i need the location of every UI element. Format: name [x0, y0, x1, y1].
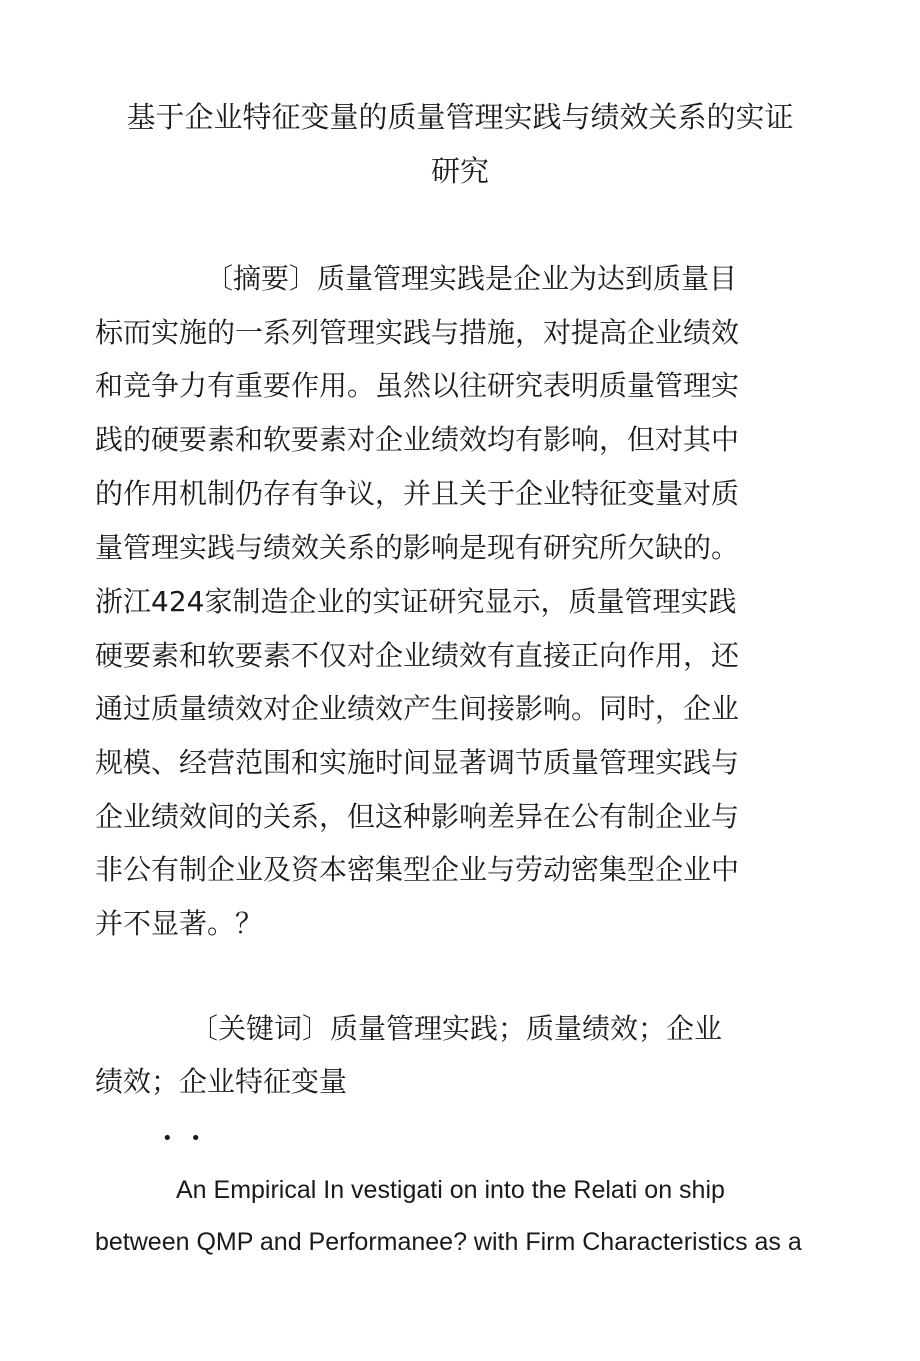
abstract-line: 量管理实践与绩效关系的影响是现有研究所欠缺的。	[95, 531, 740, 564]
abstract-line: 非公有制企业及资本密集型企业与劳动密集型企业中	[95, 853, 740, 886]
separator-dots: • •	[162, 1128, 207, 1149]
english-title-line-1: An Empirical In vestigati on into the Relati on ship	[176, 1176, 725, 1204]
abstract-line: 践的硬要素和软要素对企业绩效均有影响，但对其中	[95, 423, 740, 456]
abstract-line: 的作用机制仍存有争议，并且关于企业特征变量对质	[95, 477, 740, 510]
abstract-line: 和竞争力有重要作用。虽然以往研究表明质量管理实	[95, 369, 740, 402]
abstract-line: 硬要素和软要素不仅对企业绩效有直接正向作用，还	[95, 639, 740, 672]
abstract-line: 规模、经营范围和实施时间显著调节质量管理实践与	[95, 746, 740, 779]
title-line-2: 研究	[430, 154, 489, 188]
abstract-line: 通过质量绩效对企业绩效产生间接影响。同时，企业	[95, 692, 740, 725]
abstract-line: 〔摘要〕质量管理实践是企业为达到质量目	[205, 262, 738, 295]
keywords-line-1: 〔关键词〕质量管理实践；质量绩效；企业	[190, 1012, 723, 1045]
keywords-line-2: 绩效；企业特征变量	[95, 1065, 348, 1098]
title-line-1: 基于企业特征变量的质量管理实践与绩效关系的实证	[126, 100, 794, 134]
abstract-line: 并不显著。？	[95, 907, 264, 940]
abstract-line: 企业绩效间的关系，但这种影响差异在公有制企业与	[95, 800, 740, 833]
abstract-line: 标而实施的一系列管理实践与措施，对提高企业绩效	[95, 316, 740, 349]
english-title-line-2: between QMP and Performanee? with Firm Characteristics as a	[95, 1228, 802, 1256]
abstract-line: 浙江424家制造企业的实证研究显示，质量管理实践	[95, 585, 737, 618]
